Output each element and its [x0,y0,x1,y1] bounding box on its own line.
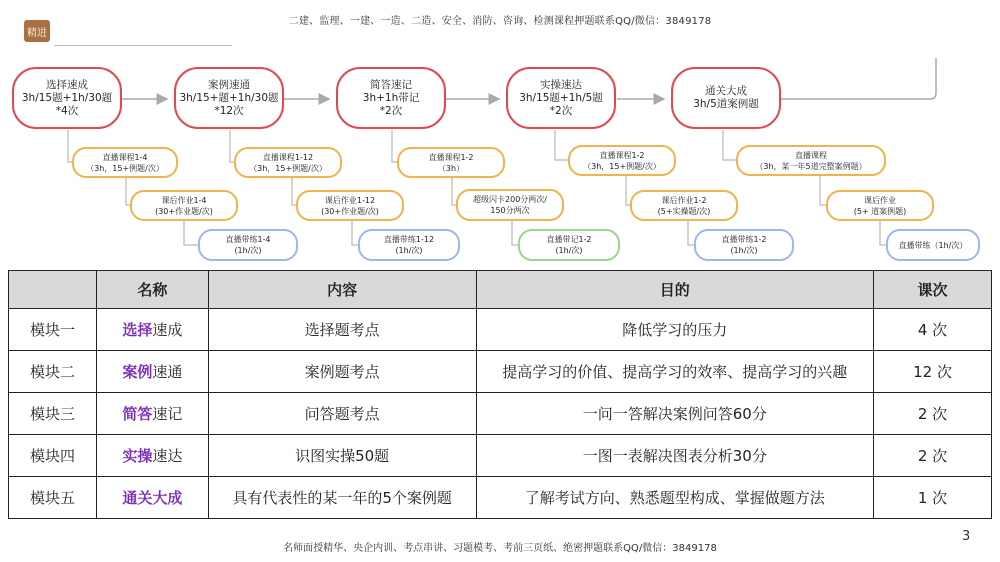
table-row [9,477,992,519]
pill-detail: （3h，15+例题/次） [583,161,661,171]
pill-title: 直播课程1-2 [428,152,474,162]
homework-pill [296,190,404,221]
module-cell: 模块四 [9,435,97,477]
pill-title: 课后作业1-2 [661,195,707,205]
purpose-cell: 了解考试方向、熟悉题型构成、掌握做题方法 [476,477,874,519]
flashcard-pill [456,189,564,221]
course-pill [397,147,505,178]
pill-detail: （3h，某一年5道完整案例题） [755,161,867,171]
pill-title: 直播课程 [795,150,827,160]
name-highlight: 实操 [122,447,153,465]
header-text: 二建、监理、一建、一造、二造、安全、消防、咨询、检测课程押题联系QQ/微信：3849178 [288,16,712,27]
table-row [9,435,992,477]
column-header [9,271,97,309]
module-count: *4次 [55,104,79,117]
column-header: 目的 [476,271,874,309]
name-rest: 速记 [152,405,183,423]
practice-pill [358,229,460,261]
pill-detail: （3h，15+例题/次） [249,163,327,173]
column-header: 课次 [874,271,992,309]
module-detail: 3h/15+题+1h/30题 [179,91,279,104]
module-detail: 3h/15题+1h/5题 [519,91,603,104]
module-box-2 [174,67,284,129]
module-count: *12次 [214,104,244,117]
pill-detail: (1h/次) [730,246,758,255]
practice-pill [886,229,980,261]
name-highlight: 简答 [122,405,153,423]
pill-detail: (1h/次) [395,246,423,255]
pill-detail: (1h/次) [234,246,262,255]
name-cell [96,309,208,351]
pill-detail: （3h，15+例题/次） [86,163,164,173]
table-row [9,309,992,351]
module-title: 选择速成 [46,78,88,91]
module-box-1 [12,67,122,129]
module-detail: 3h/15题+1h/30题 [21,91,113,104]
course-pill [72,147,178,178]
name-rest: 速通 [152,363,183,381]
pill-detail: (1h/次) [555,246,583,255]
homework-pill [130,190,238,221]
module-table [8,270,992,519]
pill-detail: (30+作业题/次) [321,206,379,216]
module-title: 简答速记 [370,78,412,91]
practice-pill [198,229,298,261]
name-cell [96,435,208,477]
count-cell: 2 次 [874,435,992,477]
name-rest: 速成 [152,321,183,339]
pill-title: 直播课程1-12 [262,152,314,162]
course-pill [234,147,342,178]
module-cell: 模块三 [9,393,97,435]
flow-connectors [0,0,1000,270]
content-cell: 问答题考点 [208,393,476,435]
memorize-pill [518,229,620,261]
module-box-4 [506,67,616,129]
purpose-cell: 一图一表解决图表分析30分 [476,435,874,477]
column-header: 名称 [96,271,208,309]
module-box-5 [671,67,781,129]
name-highlight: 通关大成 [122,489,183,507]
content-cell: 识图实操50题 [208,435,476,477]
footer-text: 名师面授精华、央企内训、考点串讲、习题模考、考前三页纸、绝密押题联系QQ/微信：3849178 [283,543,717,554]
pill-title: 课后作业 [864,195,896,205]
course-pill [736,145,886,176]
module-cell: 模块一 [9,309,97,351]
table-header-row [9,271,992,309]
content-cell: 选择题考点 [208,309,476,351]
pill-detail: （3h） [437,163,465,173]
pill-title: 直播带练（1h/次） [898,240,968,250]
pill-detail: (30+作业题/次) [155,206,213,216]
name-cell [96,351,208,393]
table-row [9,351,992,393]
name-highlight: 选择 [122,321,153,339]
module-title: 案例速通 [208,78,250,91]
module-count: *2次 [549,104,573,117]
pill-title: 直播课程1-2 [599,150,645,160]
pill-title: 直播课程1-4 [102,152,148,162]
count-cell: 1 次 [874,477,992,519]
name-highlight: 案例 [122,363,153,381]
name-cell [96,477,208,519]
name-cell [96,393,208,435]
module-detail: 3h/5道案例题 [693,98,759,110]
count-cell: 2 次 [874,393,992,435]
pill-detail: (5+ 道案例题) [853,206,907,216]
module-box-3 [336,67,446,129]
pill-detail: 150分两次 [490,206,530,215]
name-rest: 速达 [152,447,183,465]
pill-detail: (5+实操题/次) [657,206,711,216]
module-title: 通关大成 [705,85,747,97]
purpose-cell: 提高学习的价值、提高学习的效率、提高学习的兴趣 [476,351,874,393]
practice-pill [694,229,794,261]
module-detail: 3h+1h带记 [362,91,420,104]
pill-title: 课后作业1-4 [161,195,207,205]
pill-title: 课后作业1-12 [324,195,376,205]
count-cell: 12 次 [874,351,992,393]
content-cell: 具有代表性的某一年的5个案例题 [208,477,476,519]
page-number: 3 [962,529,971,544]
module-count: *2次 [379,104,403,117]
count-cell: 4 次 [874,309,992,351]
table-row [9,393,992,435]
module-title: 实操速达 [540,78,582,91]
homework-pill [826,190,934,221]
module-cell: 模块五 [9,477,97,519]
logo: 精进 [24,20,50,42]
pill-title: 直播带练1-4 [225,235,271,244]
course-pill [568,145,676,176]
content-cell: 案例题考点 [208,351,476,393]
pill-title: 直播带练1-2 [721,235,767,244]
purpose-cell: 一问一答解决案例问答60分 [476,393,874,435]
column-header: 内容 [208,271,476,309]
pill-title: 直播带记1-2 [546,235,592,244]
purpose-cell: 降低学习的压力 [476,309,874,351]
pill-title: 超级闪卡200分两次/ [473,195,547,204]
module-cell: 模块二 [9,351,97,393]
pill-title: 直播带练1-12 [383,235,435,244]
homework-pill [630,190,738,221]
